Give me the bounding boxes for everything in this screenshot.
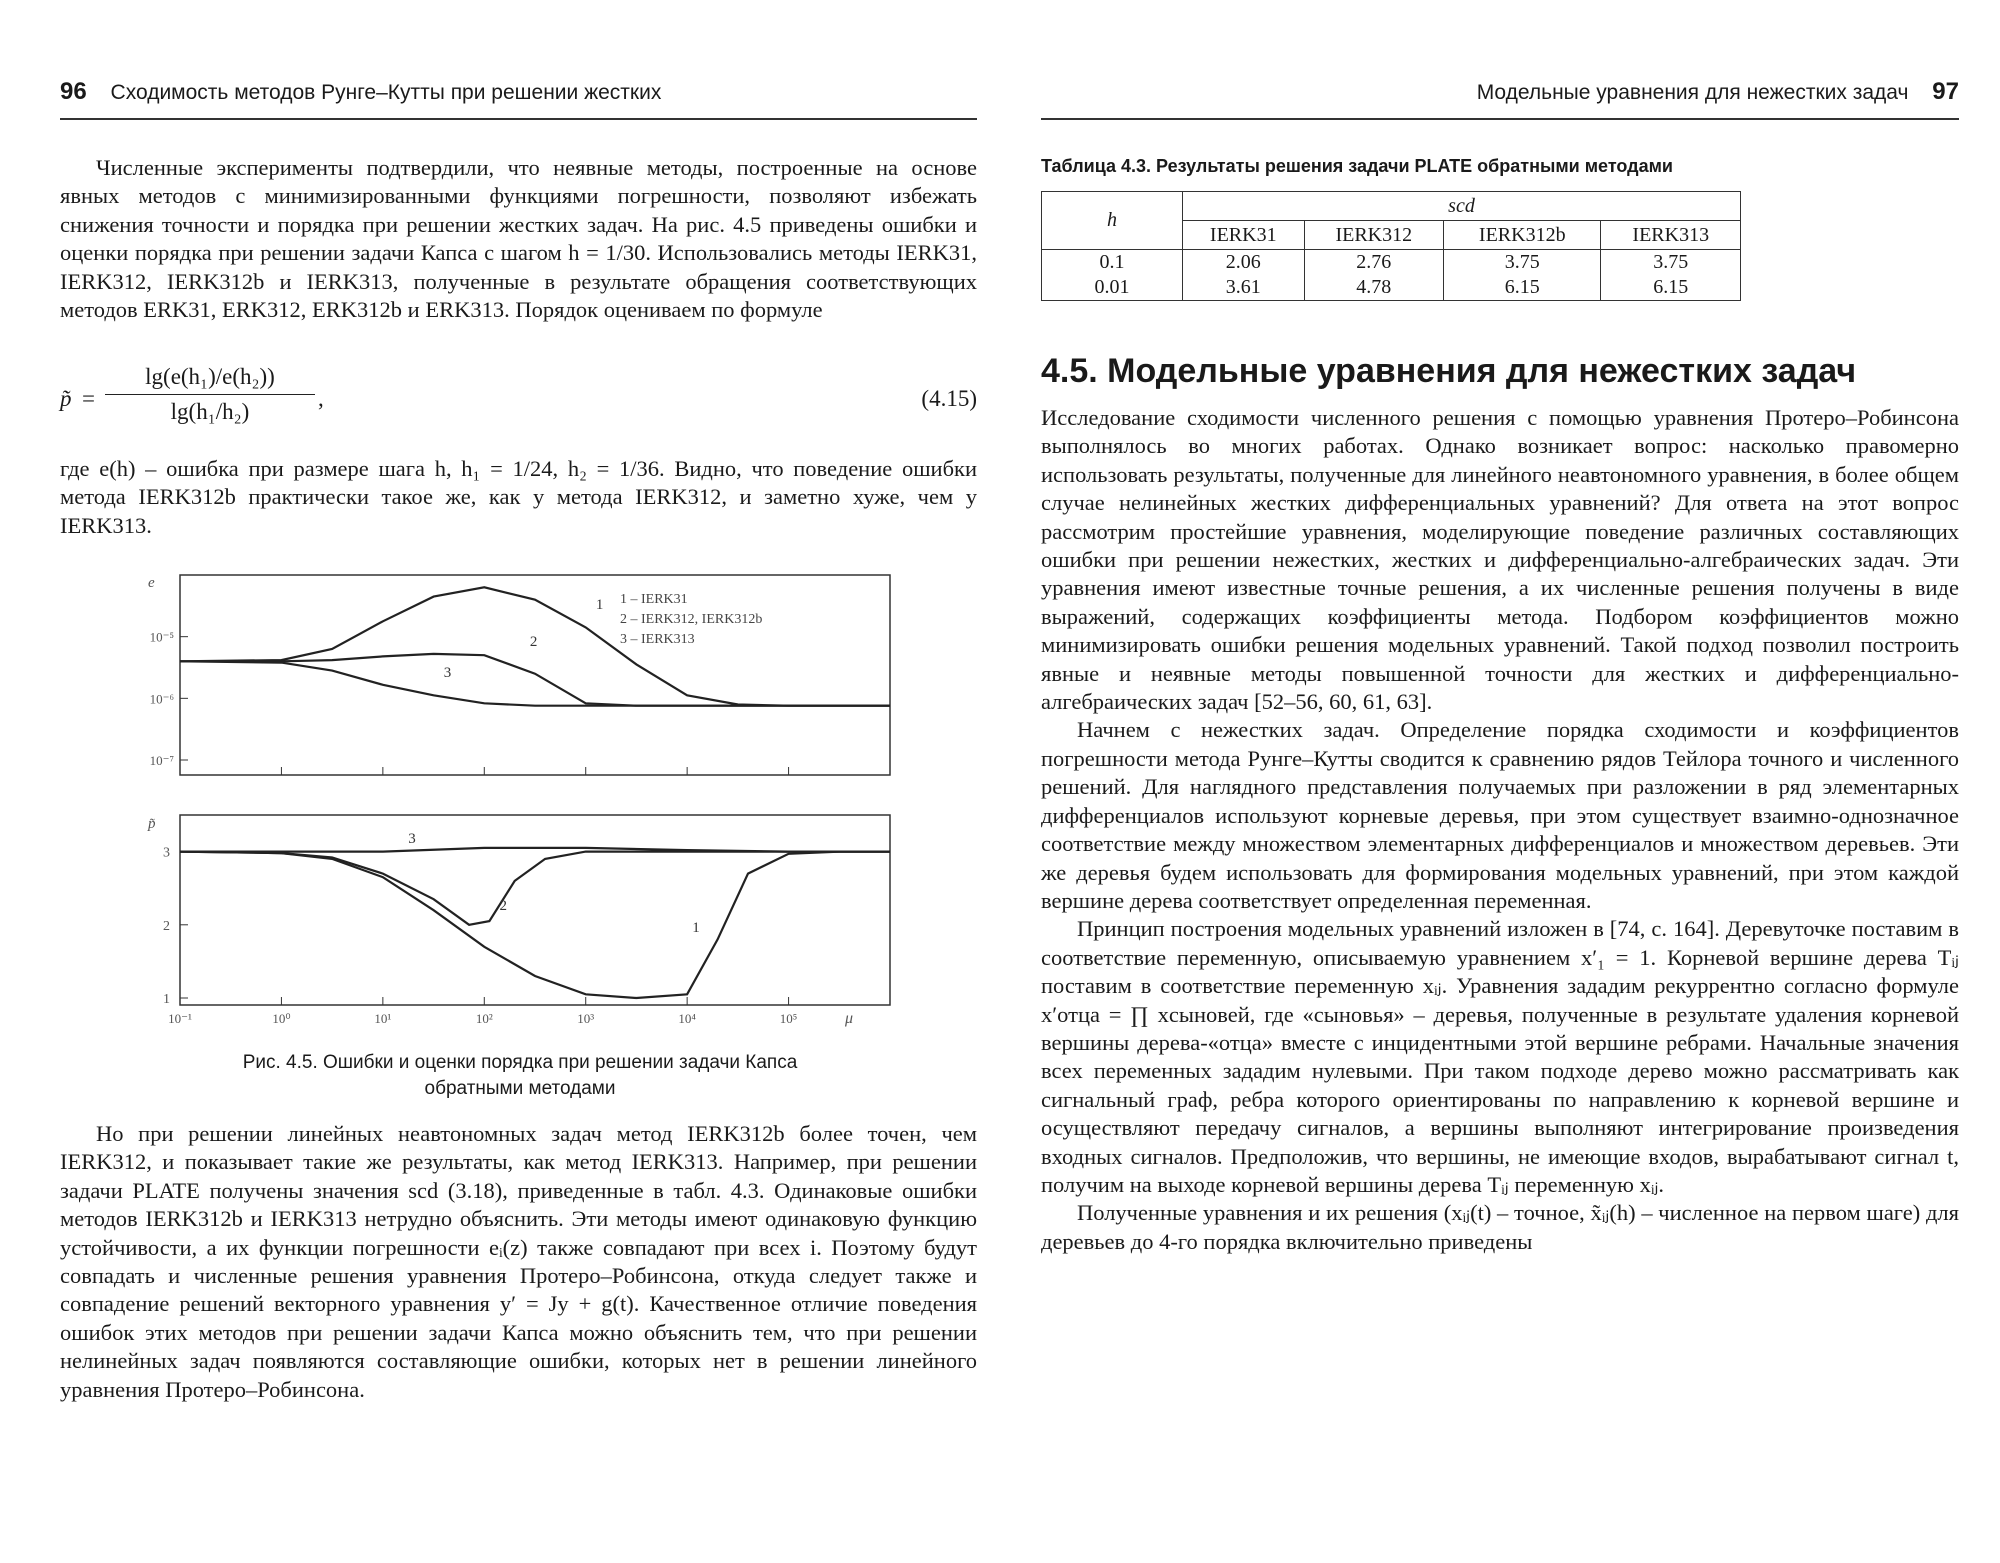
formula-numerator: lg(e(h₁)/e(h₂)) [105, 364, 315, 395]
order-plot-xlabel: μ [845, 1010, 854, 1027]
order-x-tick-label: 10¹ [374, 1011, 392, 1026]
left-page-number: 96 [60, 78, 87, 105]
table-4-3-title: Таблица 4.3. Результаты решения задачи PLATE обратными методами [1041, 156, 1673, 176]
left-paragraph-2: где e(h) – ошибка при размере шага h, h₁ = 1/24, h₂ = 1/36. Видно, что поведение ошибки метода IERK312b практически такое же, как у метода IERK312, и заметно хуже, чем у IERK313. [60, 456, 977, 538]
order-plot-ylabel: p̃ [148, 816, 156, 832]
table-cell: 6.15 [1444, 275, 1601, 301]
error-curve-3 [180, 661, 890, 705]
error-plot-frame [180, 575, 890, 775]
table-cell: 3.61 [1183, 275, 1305, 301]
table-row [1042, 275, 1741, 301]
table-col-header: IERK313 [1601, 221, 1741, 250]
error-plot-ylabel: e [148, 575, 155, 591]
table-cell-h: 0.1 [1042, 250, 1183, 276]
order-y-tick-label: 2 [163, 918, 170, 934]
left-paragraph-2-block [60, 455, 977, 540]
order-plot-curves [180, 848, 890, 998]
legend-entry: 2 – IERK312, IERK312b [620, 612, 763, 627]
order-plot-curve-labels [408, 831, 700, 936]
section-title: 4.5. Модельные уравнения для нежестких задач [1041, 352, 1857, 390]
order-x-tick-label: 10⁵ [779, 1011, 798, 1026]
order-y-tick-label: 1 [163, 992, 170, 1007]
figure-caption-line-1: Рис. 4.5. Ошибки и оценки порядка при решении задачи Капса [242, 1052, 798, 1073]
legend-entry: 3 – IERK313 [620, 632, 695, 647]
order-curve-3 [180, 848, 890, 852]
left-paragraph-3: Но при решении линейных неавтономных задач метод IERK312b более точен, чем IERK312, и показывает такие же результаты, как метод IERK313. Например, при решении задачи PLATE получены значения scd (3.18), приведенные в табл. 4.3. Одинаковые ошибки методов IERK312b и IERK313 нетрудно объяснить. Эти методы имеют одинаковую функцию устойчивости, а их функции погрешности eᵢ(z) также совпадают при всех i. Поэтому будут совпадать и численные решения уравнения Протеро–Робинсона, откуда следует также и совпадение решений векторного уравнения y′ = Jy + g(t). Качественное отличие поведения ошибок этих методов при решении задачи Капса можно объяснить тем, что при решении нелинейных задач появляются составляющие ошибки, которых нет в решении линейного уравнения Протеро–Робинсона. [60, 1121, 977, 1402]
table-cell: 2.76 [1304, 250, 1444, 276]
order-curve-1 [180, 852, 890, 998]
order-x-tick-label: 10⁴ [678, 1011, 696, 1026]
formula-fraction [105, 364, 315, 425]
left-running-header [60, 78, 977, 120]
table-cell: 3.75 [1444, 250, 1601, 276]
table-col-header: IERK31 [1183, 221, 1305, 250]
table-cell: 2.06 [1183, 250, 1305, 276]
formula-4-15 [60, 364, 977, 452]
right-page-number: 97 [1932, 78, 1959, 105]
legend-entry: 1 – IERK31 [620, 592, 688, 607]
formula-comma: , [318, 386, 324, 411]
order-x-tick-label: 10⁰ [272, 1011, 291, 1026]
right-running-header [1041, 78, 1959, 120]
error-curve-label: 1 [595, 596, 604, 613]
formula-denominator: lg(h₁/h₂) [170, 399, 250, 424]
error-plot-legend [620, 592, 762, 647]
left-paragraph-1-block [60, 154, 977, 324]
table-cell: 3.75 [1601, 250, 1741, 276]
order-x-tick-label: 10³ [577, 1011, 595, 1026]
table-cell-h: 0.01 [1042, 275, 1183, 301]
right-paragraph-4: Полученные уравнения и их решения (xᵢⱼ(t) – точное, x̃ᵢⱼ(h) – численное на первом шаге) для деревьев до 4-го порядка включительно приведены [1041, 1200, 1959, 1254]
error-y-tick-label: 10⁻⁷ [149, 753, 174, 768]
order-curve-label: 3 [408, 830, 416, 847]
table-h-header: h [1042, 192, 1183, 250]
error-curve-label: 2 [529, 633, 538, 650]
table-4-3 [1041, 191, 1741, 301]
order-curve-2 [180, 852, 890, 925]
formula-number: (4.15) [921, 386, 977, 411]
order-y-tick-label: 3 [163, 845, 170, 861]
right-running-title: Модельные уравнения для нежестких задач [1476, 81, 1909, 104]
table-scd-header: scd [1183, 192, 1741, 221]
figure-4-5 [140, 565, 900, 1045]
order-x-tick-label: 10² [475, 1011, 493, 1026]
table-col-header: IERK312 [1304, 221, 1444, 250]
error-y-tick-label: 10⁻⁶ [149, 691, 174, 707]
error-plot-curve-labels [444, 597, 604, 681]
table-cell: 4.78 [1304, 275, 1444, 301]
figure-caption [140, 1050, 900, 1102]
left-paragraph-1: Численные эксперименты подтвердили, что неявные методы, построенные на основе явных методов с минимизированными функциями погрешности, позволяют избежать снижения точности и порядка при решении жестких задач. На рис. 4.5 приведены ошибки и оценки порядка при решении задачи Капса с шагом h = 1/30. Использовались методы IERK31, IERK312, IERK312b и IERK313, полученные в результате обращения соответствующих методов ERK31, ERK312, ERK312b и ERK313. Порядок оцениваем по формуле [60, 155, 977, 323]
error-y-tick-label: 10⁻⁵ [149, 629, 174, 645]
error-plot-ticks [150, 630, 789, 775]
error-curve-2 [180, 654, 890, 706]
right-paragraph-3: Принцип построения модельных уравнений изложен в [74, с. 164]. Деревуточке поставим в соответствие переменную, описываемую уравнением x′₁ = 1. Корневой вершине дерева Tᵢⱼ поставим в соответствие переменную xᵢⱼ. Уравнения зададим рекуррентно согласно формуле x′отца = ∏ xсыновей, где «сыновья» – деревья, полученные в результате удаления корневой вершины дерева-«отца» вместе с инцидентными этой вершине ребрами. Начальные значения всех переменных зададим нулевыми. При таком подходе дерево можно рассматривать как сигнальный граф, ребра которого ориентированы по направлению к корневой вершине и осуществляют передачу сигналов, а вершины выполняют интегрирование произведения входных сигналов. Предположив, что вершины, не имеющие входов, вырабатывают сигнал t, получим на выходе корневой вершины дерева Tᵢⱼ переменную xᵢⱼ. [1041, 916, 1959, 1197]
formula-lhs: p̃ [60, 386, 72, 411]
left-running-title: Сходимость методов Рунге–Кутты при решении жестких [110, 81, 662, 104]
left-paragraph-3-block [60, 1120, 977, 1404]
order-plot-ticks [163, 846, 797, 1026]
formula-equals: = [82, 386, 95, 411]
order-curve-label: 2 [499, 898, 507, 915]
order-curve-label: 1 [692, 920, 700, 937]
table-col-header: IERK312b [1444, 221, 1601, 250]
table-cell: 6.15 [1601, 275, 1741, 301]
figure-caption-line-2: обратными методами [424, 1078, 616, 1099]
table-row [1042, 250, 1741, 276]
error-curve-label: 3 [443, 664, 452, 681]
right-paragraph-2: Начнем с нежестких задач. Определение порядка сходимости и коэффициентов погрешности метода Рунге–Кутты сводится к сравнению рядов Тейлора точного и численного решений. Для наглядного представления получаемых при разложении в ряд элементарных дифференциалов используют корневые деревья, при этом существует взаимно-однозначное соответствие между множеством элементарных дифференциалов и множеством деревьев. Эти же деревья будем использовать для формирования модельных уравнений, при этом каждой вершине дерева соответствует определенная переменная. [1041, 717, 1959, 913]
right-paragraph-1: Исследование сходимости численного решения с помощью уравнения Протеро–Робинсона выполнялось во многих работах. Однако возникает вопрос: насколько правомерно использовать результаты, полученные для линейного неавтономного уравнения, в более общем случае нелинейных жестких дифференциальных уравнений? Для ответа на этот вопрос рассмотрим простейшие уравнения, моделирующие поведение различных составляющих ошибки при решении нежестких, жестких и дифференциально-алгебраических задач. Эти уравнения имеют известные точные решения, а их численные решения получены в виде выражений, содержащих коэффициенты метода. Подбором коэффициентов можно минимизировать ошибки решения модельных уравнений. Такой подход позволил построить явные и неявные методы повышенной точности для жестких и дифференциально-алгебраических задач [52–56, 60, 61, 63]. [1041, 405, 1959, 715]
order-x-tick-label: 10⁻¹ [168, 1011, 192, 1026]
right-text-block [1041, 404, 1959, 1256]
